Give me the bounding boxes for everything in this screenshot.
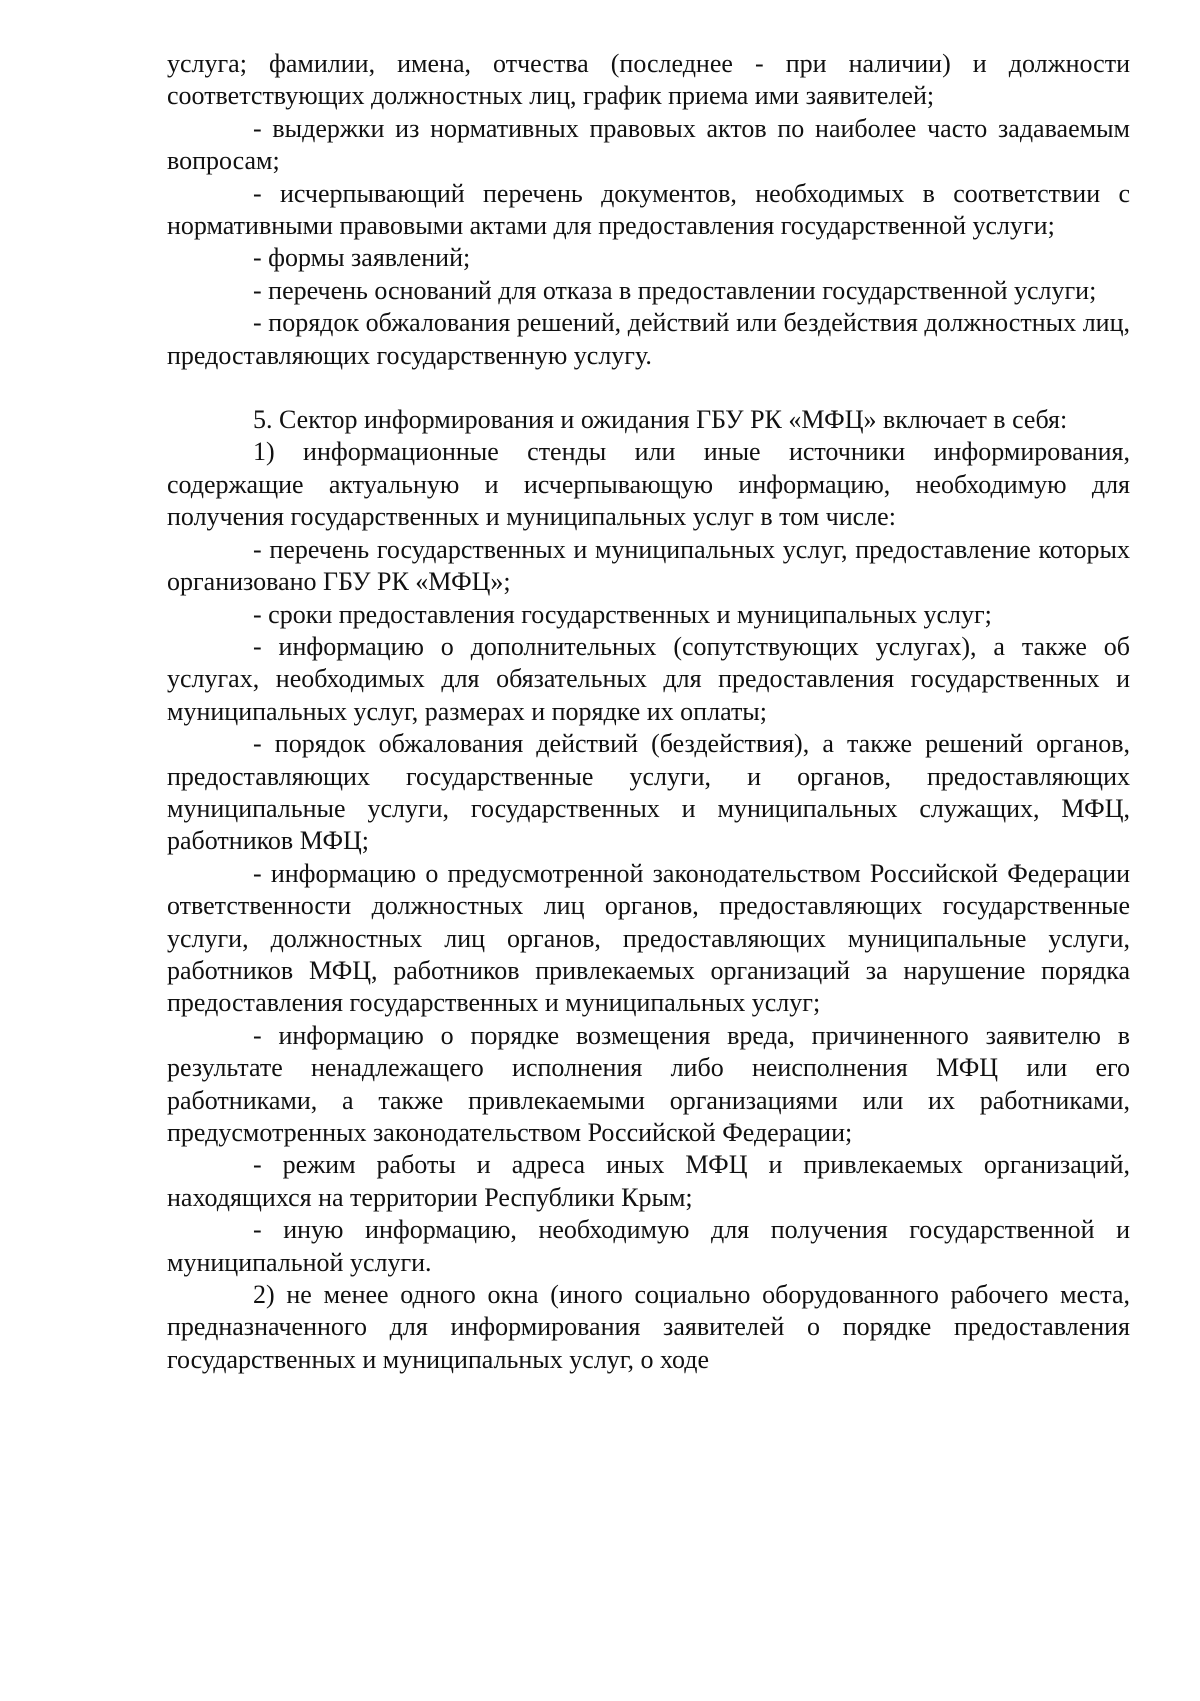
paragraph-continuation: услуга; фамилии, имена, отчества (последнее - при наличии) и должности соответствующих должностных лиц, график приема ими заявителей; (167, 49, 1130, 111)
list-item-forms: - формы заявлений; (253, 243, 471, 273)
list-item-refusal-grounds: - перечень оснований для отказа в предоставлении государственной услуги; (253, 275, 1097, 305)
list-item-services-list: - перечень государственных и муниципальных услуг, предоставление которых организовано ГБУ РК «МФЦ»; (167, 534, 1130, 597)
list-item-deadlines: - сроки предоставления государственных и муниципальных услуг; (253, 599, 992, 629)
subsection-1: 1) информационные стенды или иные источники информирования, содержащие актуальную и исчерпывающую информацию, необходимую для получения государственных и муниципальных услуг в том числе: (167, 437, 1130, 532)
list-item-appeal-actions: - порядок обжалования действий (бездействия), а также решений органов, предоставляющих государственные услуги, и органов, предоставляющих муниципальные услуги, государственных и муниципальных служащих, МФЦ, работников МФЦ; (167, 729, 1130, 856)
list-item-responsibility: - информацию о предусмотренной законодательством Российской Федерации ответственности должностных лиц органов, предоставляющих государственные услуги, должностных лиц органов, предоставляющих муниципальные услуги, работников МФЦ, работников привлекаемых организаций за нарушение порядка предоставления государственных и муниципальных услуг; (167, 858, 1130, 1018)
document-body (167, 48, 1130, 1376)
subsection-2: 2) не менее одного окна (иного социально оборудованного рабочего места, предназначенного для информирования заявителей о порядке предоставления государственных и муниципальных услуг, о ходе (167, 1280, 1130, 1374)
list-item-documents: - исчерпывающий перечень документов, необходимых в соответствии с нормативными правовыми актами для предоставления государственной услуги; (167, 178, 1130, 241)
list-item-excerpts: - выдержки из нормативных правовых актов по наиболее часто задаваемым вопросам; (167, 113, 1130, 176)
list-item-other-info: - иную информацию, необходимую для получения государственной и муниципальной услуги. (167, 1215, 1130, 1277)
section-5-heading: 5. Сектор информирования и ожидания ГБУ РК «МФЦ» включает в себя: (253, 405, 1068, 435)
list-item-additional-services: - информацию о дополнительных (сопутствующих услугах), а также об услугах, необходимых для обязательных для предоставления государственных и муниципальных услуг, размерах и порядке их оплаты; (167, 631, 1130, 726)
list-item-work-schedule: - режим работы и адреса иных МФЦ и привлекаемых организаций, находящихся на территории Республики Крым; (167, 1150, 1130, 1212)
list-item-appeal-procedure: - порядок обжалования решений, действий или бездействия должностных лиц, предоставляющих государственную услугу. (167, 308, 1130, 370)
list-item-compensation: - информацию о порядке возмещения вреда, причиненного заявителю в результате ненадлежащего исполнения либо неисполнения МФЦ или его работниками, а также привлекаемыми организациями или их работниками, предусмотренных законодательством Российской Федерации; (167, 1020, 1130, 1147)
